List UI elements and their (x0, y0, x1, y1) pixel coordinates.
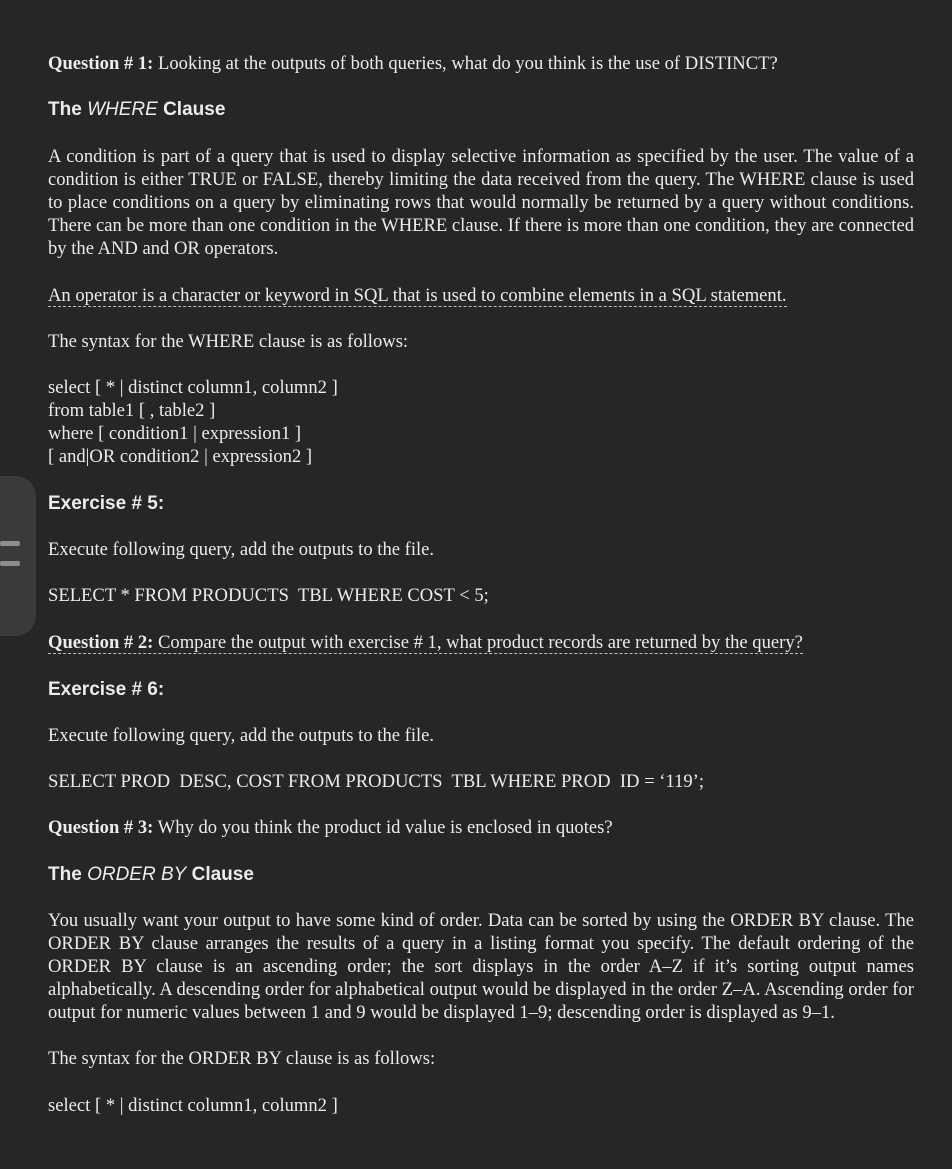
question-2: Question # 2: Compare the output with exercise # 1, what product records are returned by the query? (48, 632, 803, 653)
question-3: Question # 3: Why do you think the product id value is enclosed in quotes? (48, 817, 613, 838)
orderby-syntax-intro: The syntax for the ORDER BY clause is as follows: (48, 1048, 436, 1069)
exercise-6-heading: Exercise # 6: (48, 679, 165, 700)
exercise-5-heading: Exercise # 5: (48, 493, 165, 514)
syntax-line: select [ * | distinct column1, column2 ] (48, 377, 338, 398)
exercise-5-instruction: Execute following query, add the outputs to the file. (48, 539, 435, 560)
orderby-clause-paragraph: You usually want your output to have some kind of order. Data can be sorted by using the ORDER BY clause. The ORDER BY clause arranges the results of a query in a listing format you specify. The default ordering of the ORDER BY clause is an ascending order; the sort displays in the order A–Z if it’s sorting output names alphabetically. A descending order for alphabetical output would be displayed in the order Z–A. Ascending order for output for numeric values between 1 and 9 would be displayed 1–9; descending order is displayed as 9–1. (48, 910, 914, 1023)
handle-grip-icon (0, 561, 20, 566)
orderby-syntax-line: select [ * | distinct column1, column2 ] (48, 1095, 338, 1116)
exercise-6-instruction: Execute following query, add the outputs to the file. (48, 725, 435, 746)
orderby-clause-heading: The ORDER BY Clause (48, 864, 254, 885)
where-syntax-block (48, 376, 914, 468)
syntax-line: where [ condition1 | expression1 ] (48, 423, 302, 444)
where-clause-heading: The WHERE Clause (48, 99, 226, 120)
where-clause-paragraph: A condition is part of a query that is used to display selective information as specified by the user. The value of a condition is either TRUE or FALSE, thereby limiting the data received from the query. The WHERE clause is used to place conditions on a query by eliminating rows that would normally be returned by a query without conditions. There can be more than one condition in the WHERE clause. If there is more than one condition, they are connected by the AND and OR operators. (48, 146, 914, 259)
handle-grip-icon (0, 541, 20, 546)
side-panel-handle[interactable] (0, 476, 36, 636)
exercise-5-query: SELECT * FROM PRODUCTS TBL WHERE COST < 5; (48, 585, 489, 606)
where-syntax-intro: The syntax for the WHERE clause is as follows: (48, 331, 409, 352)
syntax-line: [ and|OR condition2 | expression2 ] (48, 446, 313, 467)
exercise-6-query: SELECT PROD DESC, COST FROM PRODUCTS TBL WHERE PROD ID = ‘119’; (48, 771, 705, 792)
syntax-line: from table1 [ , table2 ] (48, 400, 216, 421)
operator-definition: An operator is a character or keyword in SQL that is used to combine elements in a SQL statement. (48, 285, 787, 306)
question-1: Question # 1: Looking at the outputs of both queries, what do you think is the use of DISTINCT? (48, 53, 778, 74)
